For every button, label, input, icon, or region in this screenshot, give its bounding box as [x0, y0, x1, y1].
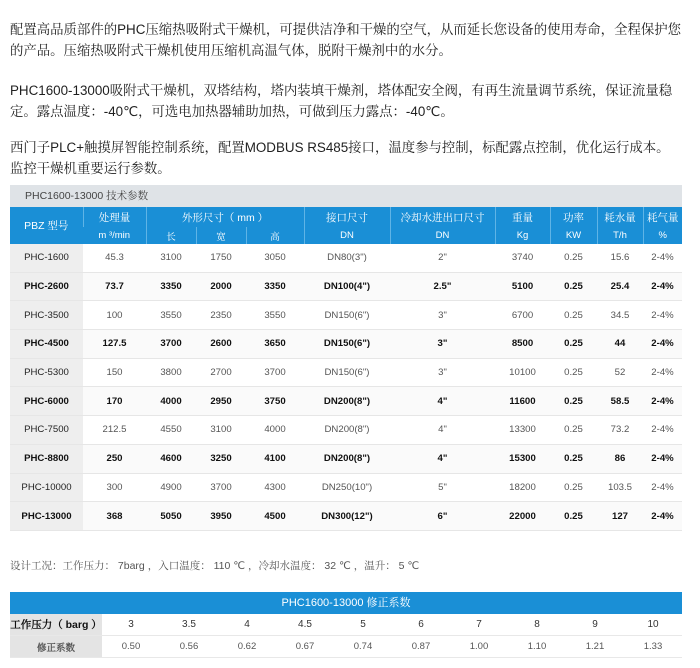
header-model: PBZ 型号 — [10, 207, 83, 244]
table-cell: 4900 — [146, 473, 196, 502]
table-cell: 22000 — [495, 502, 550, 531]
table-cell: 4" — [390, 387, 495, 416]
factor-value: 0.87 — [392, 636, 450, 658]
table-cell: DN150(6") — [304, 330, 390, 359]
table-cell: 2" — [390, 244, 495, 272]
table-cell: 4550 — [146, 416, 196, 445]
table-cell: 3700 — [246, 358, 304, 387]
header-power: 功率 — [550, 207, 597, 227]
model-cell: PHC-6000 — [10, 387, 83, 416]
table-cell: 4300 — [246, 473, 304, 502]
table-cell: 2-4% — [643, 358, 682, 387]
pressure-label: 工作压力（ barg ） — [10, 614, 102, 636]
table-cell: 300 — [83, 473, 146, 502]
table-cell: 2-4% — [643, 330, 682, 359]
table-cell: 2-4% — [643, 473, 682, 502]
factor-value: 1.21 — [566, 636, 624, 658]
factor-label: 修正系数 — [10, 636, 102, 658]
factor-value: 1.10 — [508, 636, 566, 658]
table-cell: 2700 — [196, 358, 246, 387]
pressure-value: 10 — [624, 614, 682, 636]
table-cell: 0.25 — [550, 444, 597, 473]
table-cell: 73.2 — [597, 416, 643, 445]
factor-value: 0.56 — [160, 636, 218, 658]
factor-row — [10, 636, 682, 658]
table-cell: DN100(4") — [304, 272, 390, 301]
pressure-value: 9 — [566, 614, 624, 636]
table-cell: 3550 — [246, 301, 304, 330]
table-cell: 34.5 — [597, 301, 643, 330]
table-cell: 4600 — [146, 444, 196, 473]
unit-width: 宽 — [196, 227, 246, 244]
table-cell: 2-4% — [643, 244, 682, 272]
model-cell: PHC-7500 — [10, 416, 83, 445]
table-cell: 25.4 — [597, 272, 643, 301]
intro-paragraph-3: 西门子PLC+触摸屏智能控制系统，配置MODBUS RS485接口，温度参与控制，标配露点控制，优化运行成本。监控干燥机重要运行参数。 — [10, 140, 670, 177]
pressure-row — [10, 614, 682, 636]
table-cell: DN300(12") — [304, 502, 390, 531]
pressure-value: 3.5 — [160, 614, 218, 636]
model-cell: PHC-5300 — [10, 358, 83, 387]
table-cell: 0.25 — [550, 244, 597, 272]
table-cell: 170 — [83, 387, 146, 416]
model-cell: PHC-3500 — [10, 301, 83, 330]
table-cell: 13300 — [495, 416, 550, 445]
table-cell: 4" — [390, 416, 495, 445]
table-cell: 103.5 — [597, 473, 643, 502]
pressure-value: 4.5 — [276, 614, 334, 636]
intro-paragraph-2: PHC1600-13000吸附式干燥机，双塔结构，塔内装填干燥剂，塔体配安全阀，有再生流量调节系统，保证流量稳定。露点温度：-40℃，可选电加热器辅助加热，可做到压力露点：-40℃。 — [10, 83, 673, 120]
unit-water: T/h — [597, 227, 643, 244]
table-cell: 0.25 — [550, 330, 597, 359]
table-cell: 2-4% — [643, 416, 682, 445]
pressure-value: 7 — [450, 614, 508, 636]
factor-value: 1.00 — [450, 636, 508, 658]
table-cell: 0.25 — [550, 473, 597, 502]
table-cell: 2-4% — [643, 272, 682, 301]
header-weight: 重量 — [495, 207, 550, 227]
unit-length: 长 — [146, 227, 196, 244]
table-cell: 0.25 — [550, 358, 597, 387]
table-cell: 73.7 — [83, 272, 146, 301]
table-cell: 150 — [83, 358, 146, 387]
table-cell: 2.5" — [390, 272, 495, 301]
table-cell: 3350 — [146, 272, 196, 301]
table-cell: 15300 — [495, 444, 550, 473]
factor-value: 0.67 — [276, 636, 334, 658]
table-cell: DN150(6") — [304, 301, 390, 330]
correction-table-section — [10, 592, 682, 658]
table-cell: 3100 — [146, 244, 196, 272]
table-row — [10, 301, 682, 330]
table-cell: 0.25 — [550, 502, 597, 531]
table-row — [10, 244, 682, 272]
design-conditions: 设计工况：工作压力： 7barg ，入口温度： 110 ℃ ，冷却水温度： 32 ℃ ，温升： 5 ℃ — [10, 560, 420, 572]
table-cell: 2600 — [196, 330, 246, 359]
unit-power: KW — [550, 227, 597, 244]
table-cell: 212.5 — [83, 416, 146, 445]
model-cell: PHC-8800 — [10, 444, 83, 473]
table-cell: 3700 — [196, 473, 246, 502]
table-cell: DN80(3") — [304, 244, 390, 272]
model-cell: PHC-1600 — [10, 244, 83, 272]
model-cell: PHC-10000 — [10, 473, 83, 502]
table-row — [10, 330, 682, 359]
factor-value: 1.33 — [624, 636, 682, 658]
spec-table — [10, 207, 682, 531]
table-row — [10, 444, 682, 473]
table-cell: 0.25 — [550, 301, 597, 330]
table-cell: 2-4% — [643, 387, 682, 416]
header-gas: 耗气量 — [643, 207, 682, 227]
table-cell: 2350 — [196, 301, 246, 330]
table-row — [10, 272, 682, 301]
table-cell: 52 — [597, 358, 643, 387]
table-cell: 58.5 — [597, 387, 643, 416]
table-cell: 6" — [390, 502, 495, 531]
table-cell: 4100 — [246, 444, 304, 473]
table-cell: 45.3 — [83, 244, 146, 272]
correction-table — [10, 614, 682, 658]
unit-port: DN — [304, 227, 390, 244]
table-cell: 3740 — [495, 244, 550, 272]
table-cell: 100 — [83, 301, 146, 330]
table-cell: 0.25 — [550, 272, 597, 301]
table-cell: 10100 — [495, 358, 550, 387]
spec-table-title: PHC1600-13000 技术参数 — [10, 185, 682, 207]
table-cell: 2-4% — [643, 444, 682, 473]
table-cell: 3550 — [146, 301, 196, 330]
table-cell: DN200(8") — [304, 444, 390, 473]
table-cell: 3" — [390, 358, 495, 387]
table-cell: 11600 — [495, 387, 550, 416]
table-cell: 127 — [597, 502, 643, 531]
table-cell: DN250(10") — [304, 473, 390, 502]
table-cell: 6700 — [495, 301, 550, 330]
table-cell: 368 — [83, 502, 146, 531]
factor-value: 0.50 — [102, 636, 160, 658]
table-cell: 4500 — [246, 502, 304, 531]
table-cell: DN200(8") — [304, 387, 390, 416]
table-cell: 250 — [83, 444, 146, 473]
model-cell: PHC-13000 — [10, 502, 83, 531]
table-cell: DN200(8") — [304, 416, 390, 445]
table-cell: 8500 — [495, 330, 550, 359]
table-cell: 3650 — [246, 330, 304, 359]
header-capacity: 处理量 — [83, 207, 146, 227]
table-row — [10, 358, 682, 387]
table-cell: 3250 — [196, 444, 246, 473]
table-cell: 5100 — [495, 272, 550, 301]
table-row — [10, 387, 682, 416]
table-cell: 3700 — [146, 330, 196, 359]
table-cell: 2000 — [196, 272, 246, 301]
table-cell: 4000 — [146, 387, 196, 416]
unit-gas: % — [643, 227, 682, 244]
factor-value: 0.74 — [334, 636, 392, 658]
factor-value: 0.62 — [218, 636, 276, 658]
intro-paragraph-1: 配置高品质部件的PHC压缩热吸附式干燥机，可提供洁净和干燥的空气，从而延长您设备的使用寿命，全程保护您的产品。压缩热吸附式干燥机使用压缩机高温气体，脱附干燥剂中的水分。 — [10, 22, 682, 59]
table-cell: 4000 — [246, 416, 304, 445]
header-water: 耗水量 — [597, 207, 643, 227]
table-cell: 3750 — [246, 387, 304, 416]
table-cell: 5050 — [146, 502, 196, 531]
table-cell: 3" — [390, 301, 495, 330]
spec-table-body — [10, 244, 682, 530]
table-cell: 3950 — [196, 502, 246, 531]
spec-table-section — [10, 185, 682, 531]
table-cell: 18200 — [495, 473, 550, 502]
table-cell: 5" — [390, 473, 495, 502]
correction-table-title: PHC1600-13000 修正系数 — [10, 592, 682, 614]
table-row — [10, 416, 682, 445]
unit-weight: Kg — [495, 227, 550, 244]
table-cell: 3050 — [246, 244, 304, 272]
table-cell: 3800 — [146, 358, 196, 387]
unit-cooling: DN — [390, 227, 495, 244]
pressure-value: 8 — [508, 614, 566, 636]
header-dimensions: 外形尺寸（ mm ） — [146, 207, 304, 227]
table-cell: DN150(6") — [304, 358, 390, 387]
table-cell: 4" — [390, 444, 495, 473]
model-cell: PHC-4500 — [10, 330, 83, 359]
table-cell: 127.5 — [83, 330, 146, 359]
table-cell: 86 — [597, 444, 643, 473]
pressure-value: 5 — [334, 614, 392, 636]
table-cell: 2-4% — [643, 301, 682, 330]
pressure-value: 4 — [218, 614, 276, 636]
table-cell: 0.25 — [550, 416, 597, 445]
pressure-value: 6 — [392, 614, 450, 636]
table-cell: 44 — [597, 330, 643, 359]
table-row — [10, 502, 682, 531]
table-cell: 3" — [390, 330, 495, 359]
table-row — [10, 473, 682, 502]
table-cell: 3350 — [246, 272, 304, 301]
table-cell: 3100 — [196, 416, 246, 445]
header-cooling: 冷却水进出口尺寸 — [390, 207, 495, 227]
table-cell: 1750 — [196, 244, 246, 272]
header-port: 接口尺寸 — [304, 207, 390, 227]
table-cell: 2950 — [196, 387, 246, 416]
unit-height: 高 — [246, 227, 304, 244]
model-cell: PHC-2600 — [10, 272, 83, 301]
table-cell: 0.25 — [550, 387, 597, 416]
pressure-value: 3 — [102, 614, 160, 636]
table-cell: 2-4% — [643, 502, 682, 531]
unit-capacity: m ³/min — [83, 227, 146, 244]
table-cell: 15.6 — [597, 244, 643, 272]
